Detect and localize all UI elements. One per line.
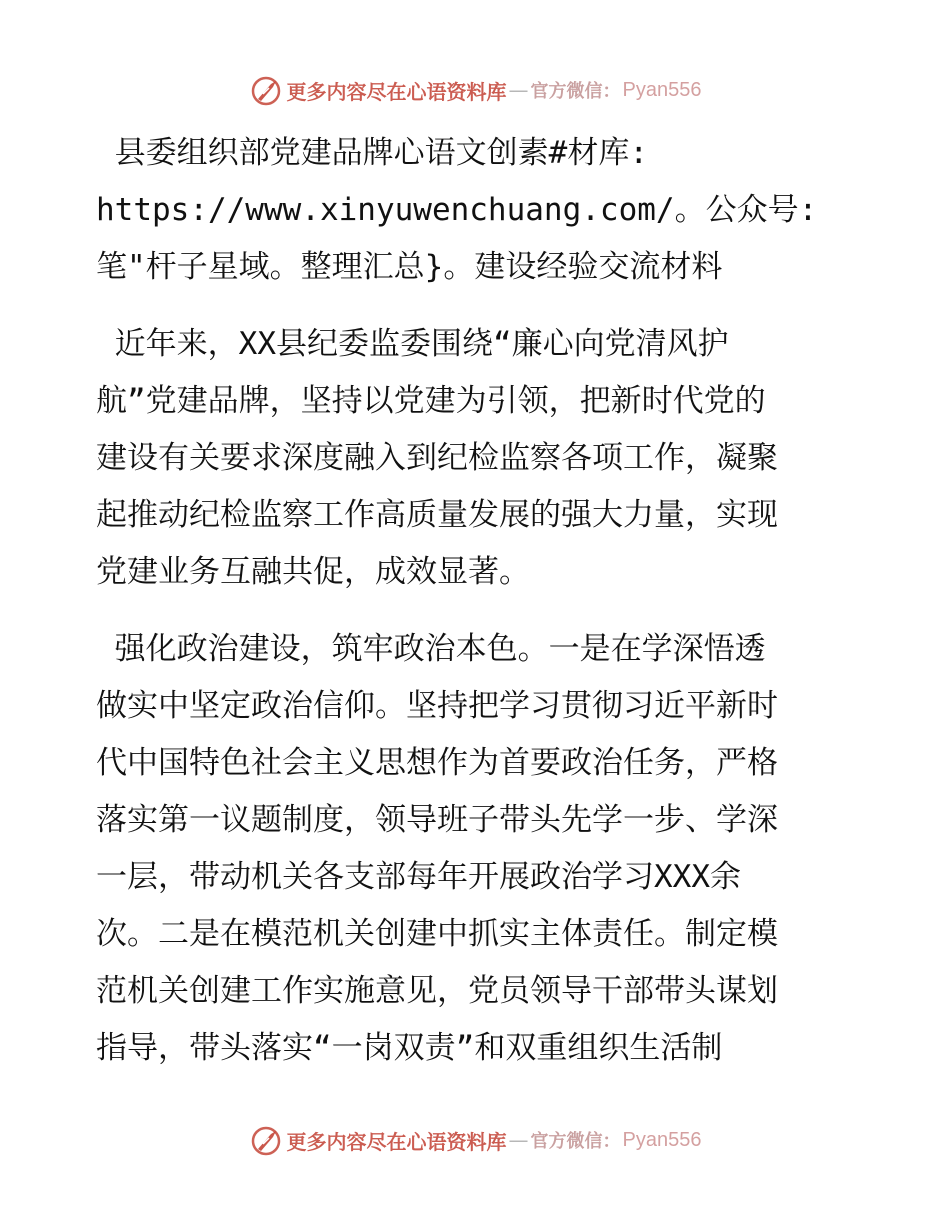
watermark-text: 更多内容尽在心语资料库: [286, 1129, 507, 1154]
text-line: 代中国特色社会主义思想作为首要政治任务，严格: [96, 745, 778, 781]
text-line: 建设有关要求深度融入到纪检监察各项工作，凝聚: [96, 440, 778, 476]
text-line: 起推动纪检监察工作高质量发展的强大力量，实现: [96, 497, 778, 533]
paragraph-1: [96, 125, 856, 296]
text-line: 指导，带头落实“一岗双责”和双重组织生活制: [96, 1030, 723, 1066]
text-line: 强化政治建设，筑牢政治本色。一是在学深悟透: [96, 631, 766, 667]
paragraph-2: [96, 316, 856, 601]
header-watermark: [0, 70, 950, 110]
text-line: 范机关创建工作实施意见，党员领导干部带头谋划: [96, 973, 778, 1009]
paragraph-3: [96, 621, 856, 1077]
text-line: 党建业务互融共促，成效显著。: [96, 554, 530, 590]
watermark-wechat-label: 官方微信：: [530, 81, 621, 102]
footer-watermark: [0, 1120, 950, 1160]
text-line: 县委组织部党建品牌心语文创素#材库:: [96, 135, 648, 171]
text-line: 做实中坚定政治信仰。坚持把学习贯彻习近平新时: [96, 688, 778, 724]
text-line: 一层，带动机关各支部每年开展政治学习XXX余: [96, 859, 741, 895]
document-body: [96, 125, 856, 1077]
watermark-dash: —: [508, 1128, 529, 1152]
text-line: 笔"杆子星域。整理汇总}。建设经验交流材料: [96, 249, 723, 285]
watermark-wechat-label: 官方微信：: [530, 1131, 621, 1152]
quill-logo-icon: [249, 72, 285, 108]
text-line: 航”党建品牌，坚持以党建为引领，把新时代党的: [96, 383, 766, 419]
text-line: https://www.xinyuwenchuang.com/。公众号:: [96, 192, 818, 228]
watermark-dash: —: [508, 78, 529, 102]
text-line: 近年来，XX县纪委监委围绕“廉心向党清风护: [96, 326, 729, 362]
quill-logo-icon: [249, 1122, 285, 1158]
text-line: 落实第一议题制度，领导班子带头先学一步、学深: [96, 802, 778, 838]
text-line: 次。二是在模范机关创建中抓实主体责任。制定模: [96, 916, 778, 952]
watermark-wechat-id: Pyan556: [622, 78, 702, 101]
watermark-text: 更多内容尽在心语资料库: [286, 79, 507, 104]
watermark-wechat-id: Pyan556: [622, 1128, 702, 1151]
